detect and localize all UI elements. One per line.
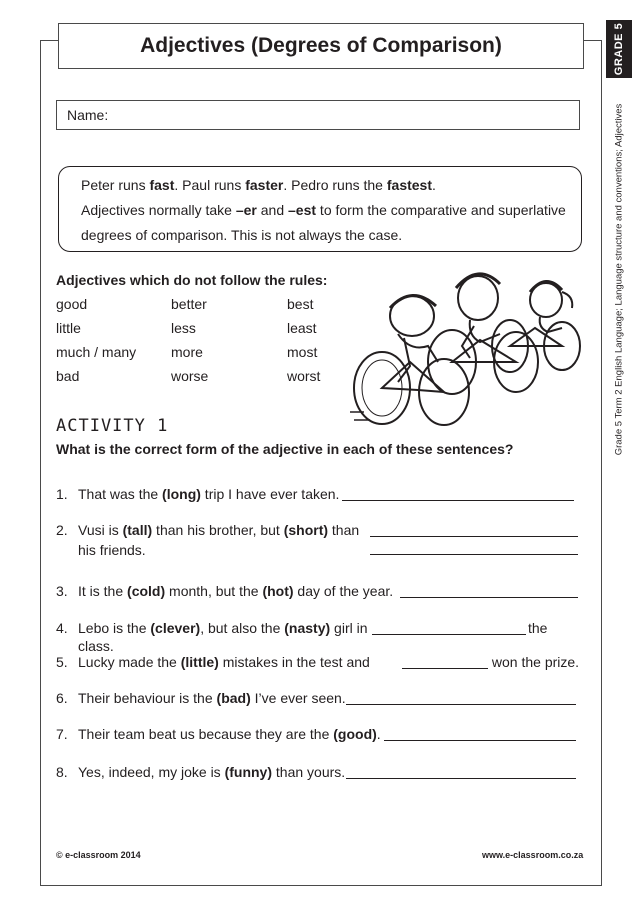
item-text xyxy=(78,724,381,744)
item-part: than yours. xyxy=(272,764,346,780)
rule-row xyxy=(56,296,336,316)
item-adjective: (long) xyxy=(162,486,201,502)
answer-blank[interactable] xyxy=(346,690,576,705)
page-title-text: Adjectives (Degrees of Comparison) xyxy=(140,34,502,57)
name-field[interactable] xyxy=(56,100,580,130)
rule-superlative: worst xyxy=(287,368,321,384)
item-adjective: (cold) xyxy=(127,583,166,599)
intro-text: Adjectives normally take xyxy=(81,202,236,218)
intro-box xyxy=(58,166,582,252)
item-part: Vusi is xyxy=(78,522,123,538)
item-adjective: (tall) xyxy=(122,522,153,538)
curriculum-label xyxy=(606,82,632,477)
bike-frame xyxy=(382,362,444,392)
item-part: Lebo is the xyxy=(78,620,151,636)
answer-blank[interactable] xyxy=(384,726,576,741)
rule-row xyxy=(56,368,336,388)
intro-bold: fastest xyxy=(386,177,433,193)
item-part: than xyxy=(328,522,360,538)
item-part: month, but the xyxy=(165,583,263,599)
item-adjective: (nasty) xyxy=(284,620,331,636)
rule-comparative: worse xyxy=(171,368,209,384)
item-adjective: (hot) xyxy=(262,583,294,599)
rule-row xyxy=(56,344,336,364)
item-adjective: (bad) xyxy=(216,690,251,706)
rule-row xyxy=(56,320,336,340)
item-adjective: (good) xyxy=(333,726,377,742)
rule-comparative: better xyxy=(171,296,207,312)
item-number: 4. xyxy=(56,620,68,636)
item-text xyxy=(78,688,346,708)
curriculum-text: Grade 5 Term 2 English Language; Language structure and conventions; Adjectives xyxy=(613,103,625,456)
item-text xyxy=(78,484,339,504)
intro-text: . Paul runs xyxy=(174,177,246,193)
rule-positive: bad xyxy=(56,368,80,384)
intro-bold: fast xyxy=(149,177,175,193)
intro-line-1 xyxy=(81,173,581,198)
item-part: than his brother, but xyxy=(152,522,284,538)
item-part: Their team beat us because they are the xyxy=(78,726,334,742)
intro-text: and xyxy=(256,202,289,218)
rule-superlative: best xyxy=(287,296,314,312)
answer-blank[interactable] xyxy=(372,620,526,635)
item-number: 5. xyxy=(56,654,68,670)
page-title xyxy=(58,23,584,69)
item-adjective: (short) xyxy=(283,522,329,538)
item-adjective: (clever) xyxy=(150,620,201,636)
activity-title: ACTIVITY 1 xyxy=(56,416,169,436)
item-number: 6. xyxy=(56,690,68,706)
item-number: 1. xyxy=(56,486,68,502)
rule-superlative: least xyxy=(287,320,317,336)
item-part: Lucky made the xyxy=(78,654,181,670)
item-part: That was the xyxy=(78,486,163,502)
intro-line-2 xyxy=(81,198,581,223)
answer-blank[interactable] xyxy=(342,486,574,501)
intro-bold: faster xyxy=(245,177,284,193)
item-number: 2. xyxy=(56,522,68,538)
item-text: class. xyxy=(78,638,114,654)
answer-blank[interactable] xyxy=(370,540,578,555)
item-part: day of the year. xyxy=(293,583,394,599)
item-part: It is the xyxy=(78,583,128,599)
item-part: girl in xyxy=(330,620,368,636)
intro-text: . xyxy=(432,177,436,193)
item-number: 7. xyxy=(56,726,68,742)
website-link[interactable]: www.e-classroom.co.za xyxy=(482,850,584,860)
rule-positive: much / many xyxy=(56,344,137,360)
item-part: Yes, indeed, my joke is xyxy=(78,764,225,780)
copyright: © e-classroom 2014 xyxy=(56,850,141,860)
item-number: 3. xyxy=(56,583,68,599)
item-part: I’ve ever seen. xyxy=(250,690,346,706)
intro-text: Peter runs xyxy=(81,177,150,193)
intro-line-3: degrees of comparison. This is not always the case. xyxy=(81,227,403,243)
answer-blank[interactable] xyxy=(346,764,576,779)
item-text xyxy=(78,652,370,672)
rule-comparative: less xyxy=(171,320,196,336)
rule-positive: little xyxy=(56,320,81,336)
item-part: won the prize. xyxy=(488,654,580,670)
item-number: 8. xyxy=(56,764,68,780)
grade-tab xyxy=(606,20,632,78)
frame-top-left xyxy=(40,40,58,41)
rule-superlative: most xyxy=(287,344,318,360)
rules-heading: Adjectives which do not follow the rules: xyxy=(56,272,328,288)
rule-comparative: more xyxy=(171,344,203,360)
item-text xyxy=(78,520,359,540)
item-part: trip I have ever taken. xyxy=(200,486,340,502)
grade-label: GRADE 5 xyxy=(613,22,625,76)
item-part: Their behaviour is the xyxy=(78,690,217,706)
item-text xyxy=(78,762,345,782)
item-part: mistakes in the test and xyxy=(218,654,370,670)
rider-body xyxy=(540,317,562,332)
item-text xyxy=(78,618,368,638)
item-text: his friends. xyxy=(78,542,146,558)
children-cycling-illustration xyxy=(340,262,590,430)
frame-top-right xyxy=(584,40,601,41)
item-adjective: (funny) xyxy=(224,764,272,780)
intro-bold: –er xyxy=(235,202,257,218)
bike-frame xyxy=(452,340,516,362)
name-label: Name: xyxy=(67,107,109,123)
rule-positive: good xyxy=(56,296,88,312)
activity-question: What is the correct form of the adjective in each of these sentences? xyxy=(56,441,514,457)
item-part: the xyxy=(528,620,548,636)
rider-head xyxy=(458,276,498,320)
item-part: , but also the xyxy=(200,620,285,636)
intro-bold: –est xyxy=(288,202,317,218)
ponytail xyxy=(562,292,572,308)
answer-blank[interactable] xyxy=(402,654,488,669)
item-text xyxy=(78,581,393,601)
answer-blank[interactable] xyxy=(370,522,578,537)
answer-blank[interactable] xyxy=(400,583,578,598)
item-part: . xyxy=(376,726,381,742)
intro-text: . Pedro runs the xyxy=(283,177,387,193)
item-adjective: (little) xyxy=(180,654,219,670)
intro-text: to form the comparative and superlative xyxy=(316,202,566,218)
